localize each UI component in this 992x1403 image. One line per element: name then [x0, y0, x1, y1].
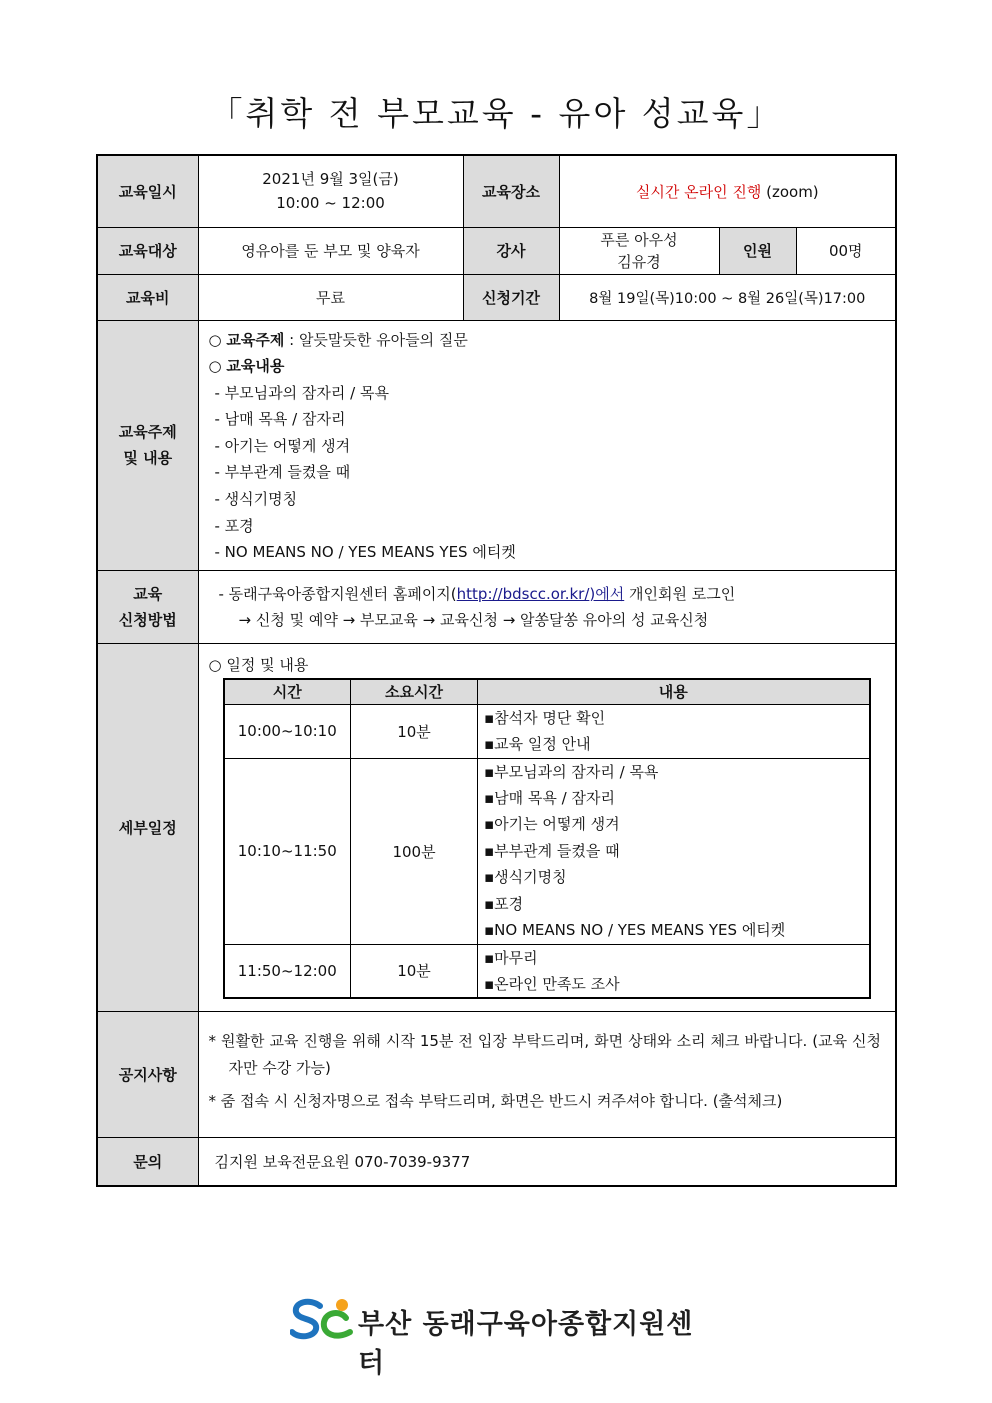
document-title: 「취학 전 부모교육 - 유아 성교육」	[209, 94, 783, 133]
table-row	[224, 944, 870, 998]
date-label: 교육일시	[97, 155, 198, 227]
fee-value: 무료	[198, 274, 463, 320]
capacity-label: 인원	[719, 227, 796, 274]
notice-label: 공지사항	[97, 1012, 198, 1138]
schedule-label: 세부일정	[97, 643, 198, 1011]
schedule-header-duration: 소요시간	[351, 679, 478, 705]
instructor-line2: 김유경	[617, 252, 661, 271]
place-value	[559, 155, 896, 227]
method-label-line2: 신청방법	[118, 610, 177, 629]
instructor-label: 강사	[463, 227, 559, 274]
list-item: ▪남매 목욕 / 잠자리	[484, 789, 615, 808]
list-item: - 아기는 어떻게 생겨	[214, 436, 351, 455]
place-value-suffix: (zoom)	[766, 182, 819, 201]
date-value	[198, 155, 463, 227]
schedule-items	[478, 704, 870, 758]
list-item: ▪포경	[484, 894, 524, 913]
list-item: - 부모님과의 잠자리 / 목욕	[214, 383, 389, 402]
topic-label: 교육주제	[226, 330, 285, 349]
content-list	[198, 320, 896, 570]
notice-item: * 원활한 교육 진행을 위해 시작 15분 전 입장 부탁드리며, 화면 상태와 소리 체크 바랍니다. (교육 신청자만 수강 가능)	[208, 1032, 882, 1078]
apply-period-label: 신청기간	[463, 274, 559, 320]
contact-value: 김지원 보육전문요원 070-7039-9377	[198, 1138, 896, 1186]
list-item: ▪부모님과의 잠자리 / 목욕	[484, 762, 659, 781]
method-label-line1: 교육	[133, 584, 163, 603]
content-label-line2: 및 내용	[123, 449, 173, 468]
list-item: - 포경	[214, 516, 254, 535]
sc-logo-icon	[290, 1296, 356, 1346]
schedule-intro: ○ 일정 및 내용	[208, 655, 309, 674]
homepage-link-suffix: )에서	[589, 584, 625, 603]
homepage-link[interactable]	[457, 585, 625, 603]
table-row	[224, 704, 870, 758]
detail-heading	[209, 353, 896, 380]
instructor-value	[559, 227, 719, 274]
date-line1: 2021년 9월 3일(금)	[262, 170, 399, 189]
date-line2: 10:00 ~ 12:00	[276, 194, 385, 213]
schedule-duration: 10분	[351, 704, 478, 758]
place-label: 교육장소	[463, 155, 559, 227]
org-name: 부산 동래구육아종합지원센터	[358, 1309, 694, 1379]
method-value	[198, 570, 896, 643]
schedule-time: 10:10~11:50	[224, 758, 351, 944]
method-line1	[219, 581, 896, 607]
target-label: 교육대상	[97, 227, 198, 274]
place-value-main: 실시간 온라인 진행	[635, 182, 762, 201]
homepage-url: http://bdscc.or.kr/	[456, 584, 590, 603]
list-item: ▪생식기명칭	[484, 868, 567, 887]
content-label-line1: 교육주제	[118, 423, 177, 442]
schedule-time: 11:50~12:00	[224, 944, 351, 998]
schedule-items	[478, 758, 870, 944]
schedule-header-content: 내용	[478, 679, 870, 705]
schedule-items	[478, 944, 870, 998]
schedule-table	[223, 678, 871, 999]
apply-period-value: 8월 19일(목)10:00 ~ 8월 26일(목)17:00	[559, 274, 896, 320]
method-suffix: 개인회원 로그인	[624, 584, 736, 603]
circle-bullet-icon: ○	[208, 330, 222, 349]
footer-logo	[290, 1296, 710, 1379]
list-item: ▪참석자 명단 확인	[484, 708, 606, 727]
schedule-cell	[198, 643, 896, 1011]
fee-label: 교육비	[97, 274, 198, 320]
schedule-time: 10:00~10:10	[224, 704, 351, 758]
target-value: 영유아를 둔 부모 및 양육자	[198, 227, 463, 274]
circle-bullet-icon: ○	[208, 357, 222, 376]
list-item: ▪NO MEANS NO / YES MEANS YES 에티켓	[484, 921, 786, 940]
schedule-duration: 10분	[351, 944, 478, 998]
list-item: - 남매 목욕 / 잠자리	[214, 410, 346, 429]
list-item: - 생식기명칭	[214, 490, 298, 509]
notice-item: * 줌 접속 시 신청자명으로 접속 부탁드리며, 화면은 반드시 켜주셔야 합니다. (출석체크)	[208, 1092, 783, 1111]
content-label	[97, 320, 198, 570]
instructor-line1: 푸른 아우성	[600, 230, 678, 249]
list-item: ▪부부관계 들켰을 때	[484, 841, 620, 860]
info-table	[96, 154, 897, 1187]
capacity-value: 00명	[796, 227, 896, 274]
list-item: ▪아기는 어떻게 생겨	[484, 815, 620, 834]
method-line2: → 신청 및 예약 → 부모교육 → 교육신청 → 알쏭달쏭 유아의 성 교육신청	[238, 610, 709, 629]
topic-value: : 알듯말듯한 유아들의 질문	[289, 330, 468, 349]
detail-label: 교육내용	[226, 357, 285, 376]
list-item: ▪마무리	[484, 948, 538, 967]
schedule-header-time: 시간	[224, 679, 351, 705]
schedule-duration: 100분	[351, 758, 478, 944]
contact-label: 문의	[97, 1138, 198, 1186]
notice-value	[198, 1012, 896, 1138]
method-label	[97, 570, 198, 643]
topic-line	[209, 327, 896, 354]
table-row	[224, 758, 870, 944]
list-item: ▪온라인 만족도 조사	[484, 974, 620, 993]
method-prefix: - 동래구육아종합지원센터 홈페이지(	[218, 584, 457, 603]
list-item: - NO MEANS NO / YES MEANS YES 에티켓	[214, 543, 516, 562]
list-item: ▪교육 일정 안내	[484, 735, 591, 754]
list-item: - 부부관계 들켰을 때	[214, 463, 351, 482]
